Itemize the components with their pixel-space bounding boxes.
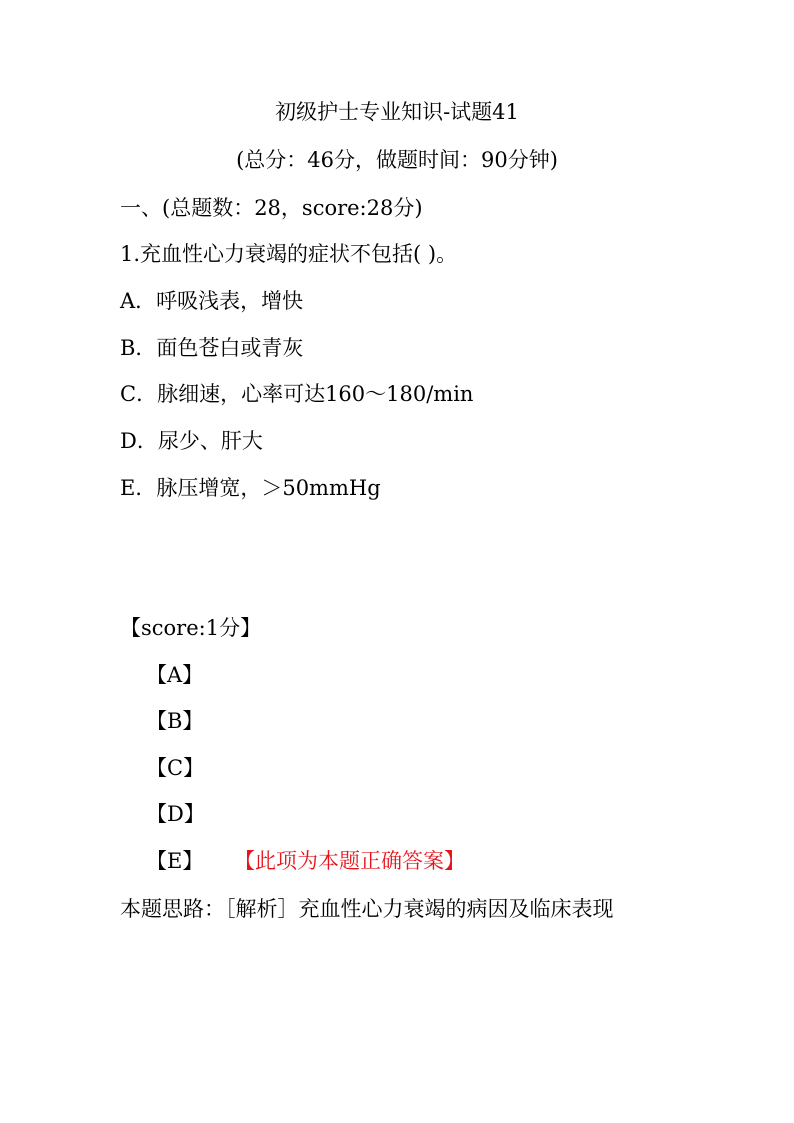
- choice-b: 【B】: [146, 709, 204, 733]
- choice-a: 【A】: [146, 663, 204, 687]
- option-c: C．脉细速，心率可达160～180/min: [120, 382, 474, 406]
- choice-c: 【C】: [146, 756, 205, 780]
- option-b: B．面色苍白或青灰: [120, 336, 304, 360]
- score-label: 【score:1分】: [120, 616, 262, 640]
- option-a: A．呼吸浅表，增快: [120, 289, 304, 313]
- section-heading: 一、(总题数：28，score:28分): [120, 196, 423, 220]
- explanation: 本题思路：［解析］充血性心力衰竭的病因及临床表现: [120, 897, 614, 921]
- page-subtitle: (总分：46分，做题时间：90分钟): [236, 148, 558, 172]
- question-stem: 1.充血性心力衰竭的症状不包括( )。: [120, 242, 458, 266]
- correct-answer-tag: 【此项为本题正确答案】: [234, 849, 465, 873]
- page-title: 初级护士专业知识-试题41: [275, 100, 519, 124]
- option-e: E．脉压增宽，＞50mmHg: [120, 476, 381, 500]
- option-d: D．尿少、肝大: [120, 429, 263, 453]
- choice-e: 【E】: [146, 849, 204, 873]
- choice-d: 【D】: [146, 802, 205, 826]
